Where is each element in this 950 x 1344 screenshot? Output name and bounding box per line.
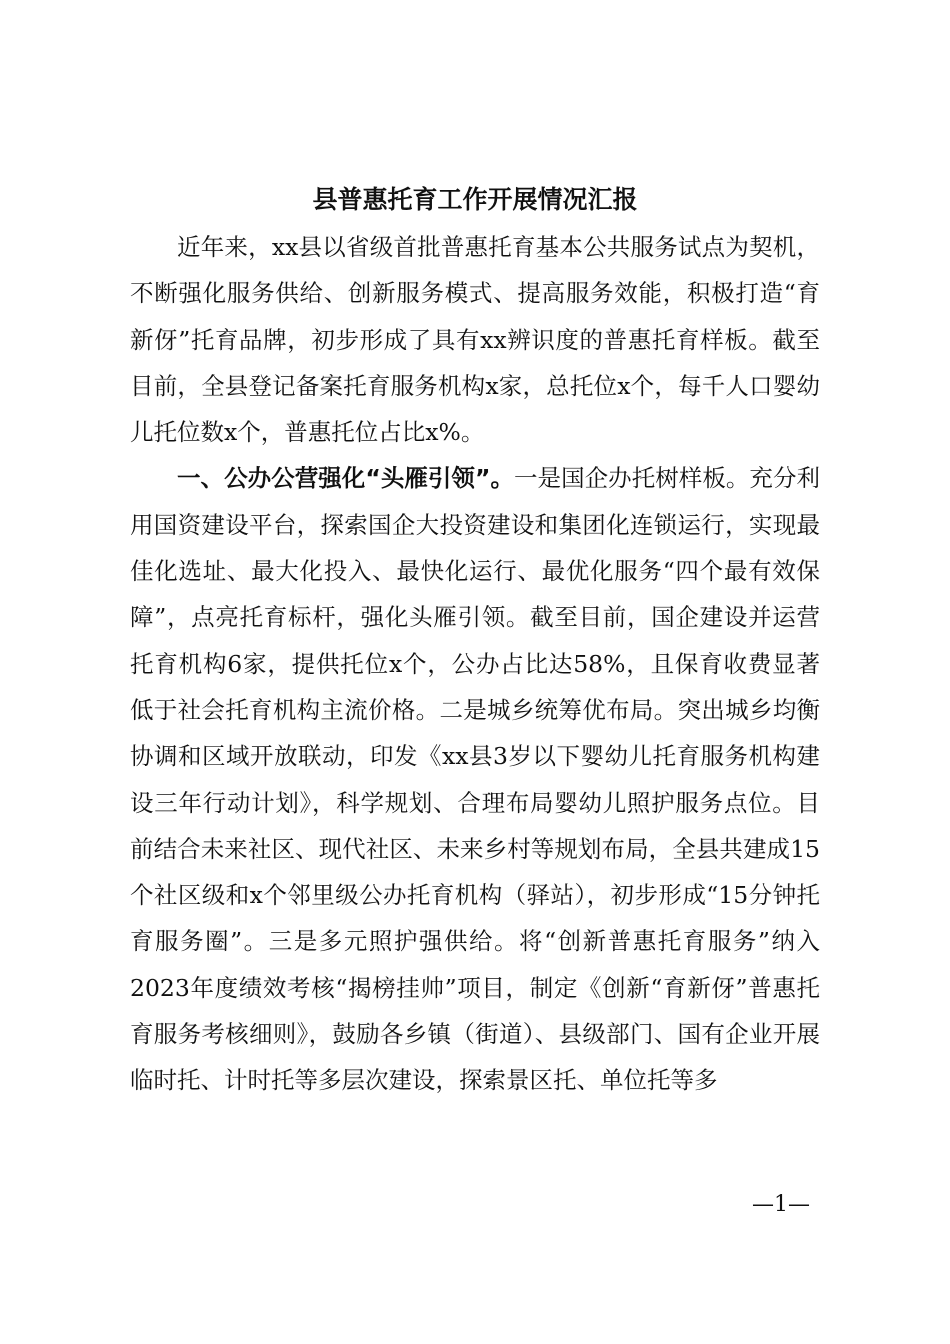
section-1-paragraph [130,455,820,1103]
section-1-heading: 一、公办公营强化“头雁引领”。 [177,464,515,493]
document-body [130,224,820,1104]
document-title: 县普惠托育工作开展情况汇报 [312,185,638,214]
section-1-text: 一是国企办托树样板。充分利用国资建设平台，探索国企大投资建设和集团化连锁运行，实现最佳化选址、最大化投入、最快化运行、最优化服务“四个最有效保障”，点亮托育标杆，强化头雁引领。截至目前，国企建设并运营托育机构6家，提供托位x个，公办占比达58%，且保育收费显著低于社会托育机构主流价格。二是城乡统筹优布局。突出城乡均衡协调和区域开放联动，印发《xx县3岁以下婴幼儿托育服务机构建设三年行动计划》，科学规划、合理布局婴幼儿照护服务点位。目前结合未来社区、现代社区、未来乡村等规划布局，全县共建成15个社区级和x个邻里级公办托育机构（驿站），初步形成“15分钟托育服务圈”。三是多元照护强供给。将“创新普惠托育服务”纳入2023年度绩效考核“揭榜挂帅”项目，制定《创新“育新伢”普惠托育服务考核细则》，鼓励各乡镇（街道）、县级部门、国有企业开展临时托、计时托等多层次建设，探索景区托、单位托等多 [130,464,821,1095]
intro-paragraph: 近年来，xx县以省级首批普惠托育基本公共服务试点为契机，不断强化服务供给、创新服务模式、提高服务效能，积极打造“育新伢”托育品牌，初步形成了具有xx辨识度的普惠托育样板。截至目前，全县登记备案托育服务机构x家，总托位x个，每千人口婴幼儿托位数x个，普惠托位占比x%。 [130,233,820,447]
page-number: —1— [752,1192,810,1217]
